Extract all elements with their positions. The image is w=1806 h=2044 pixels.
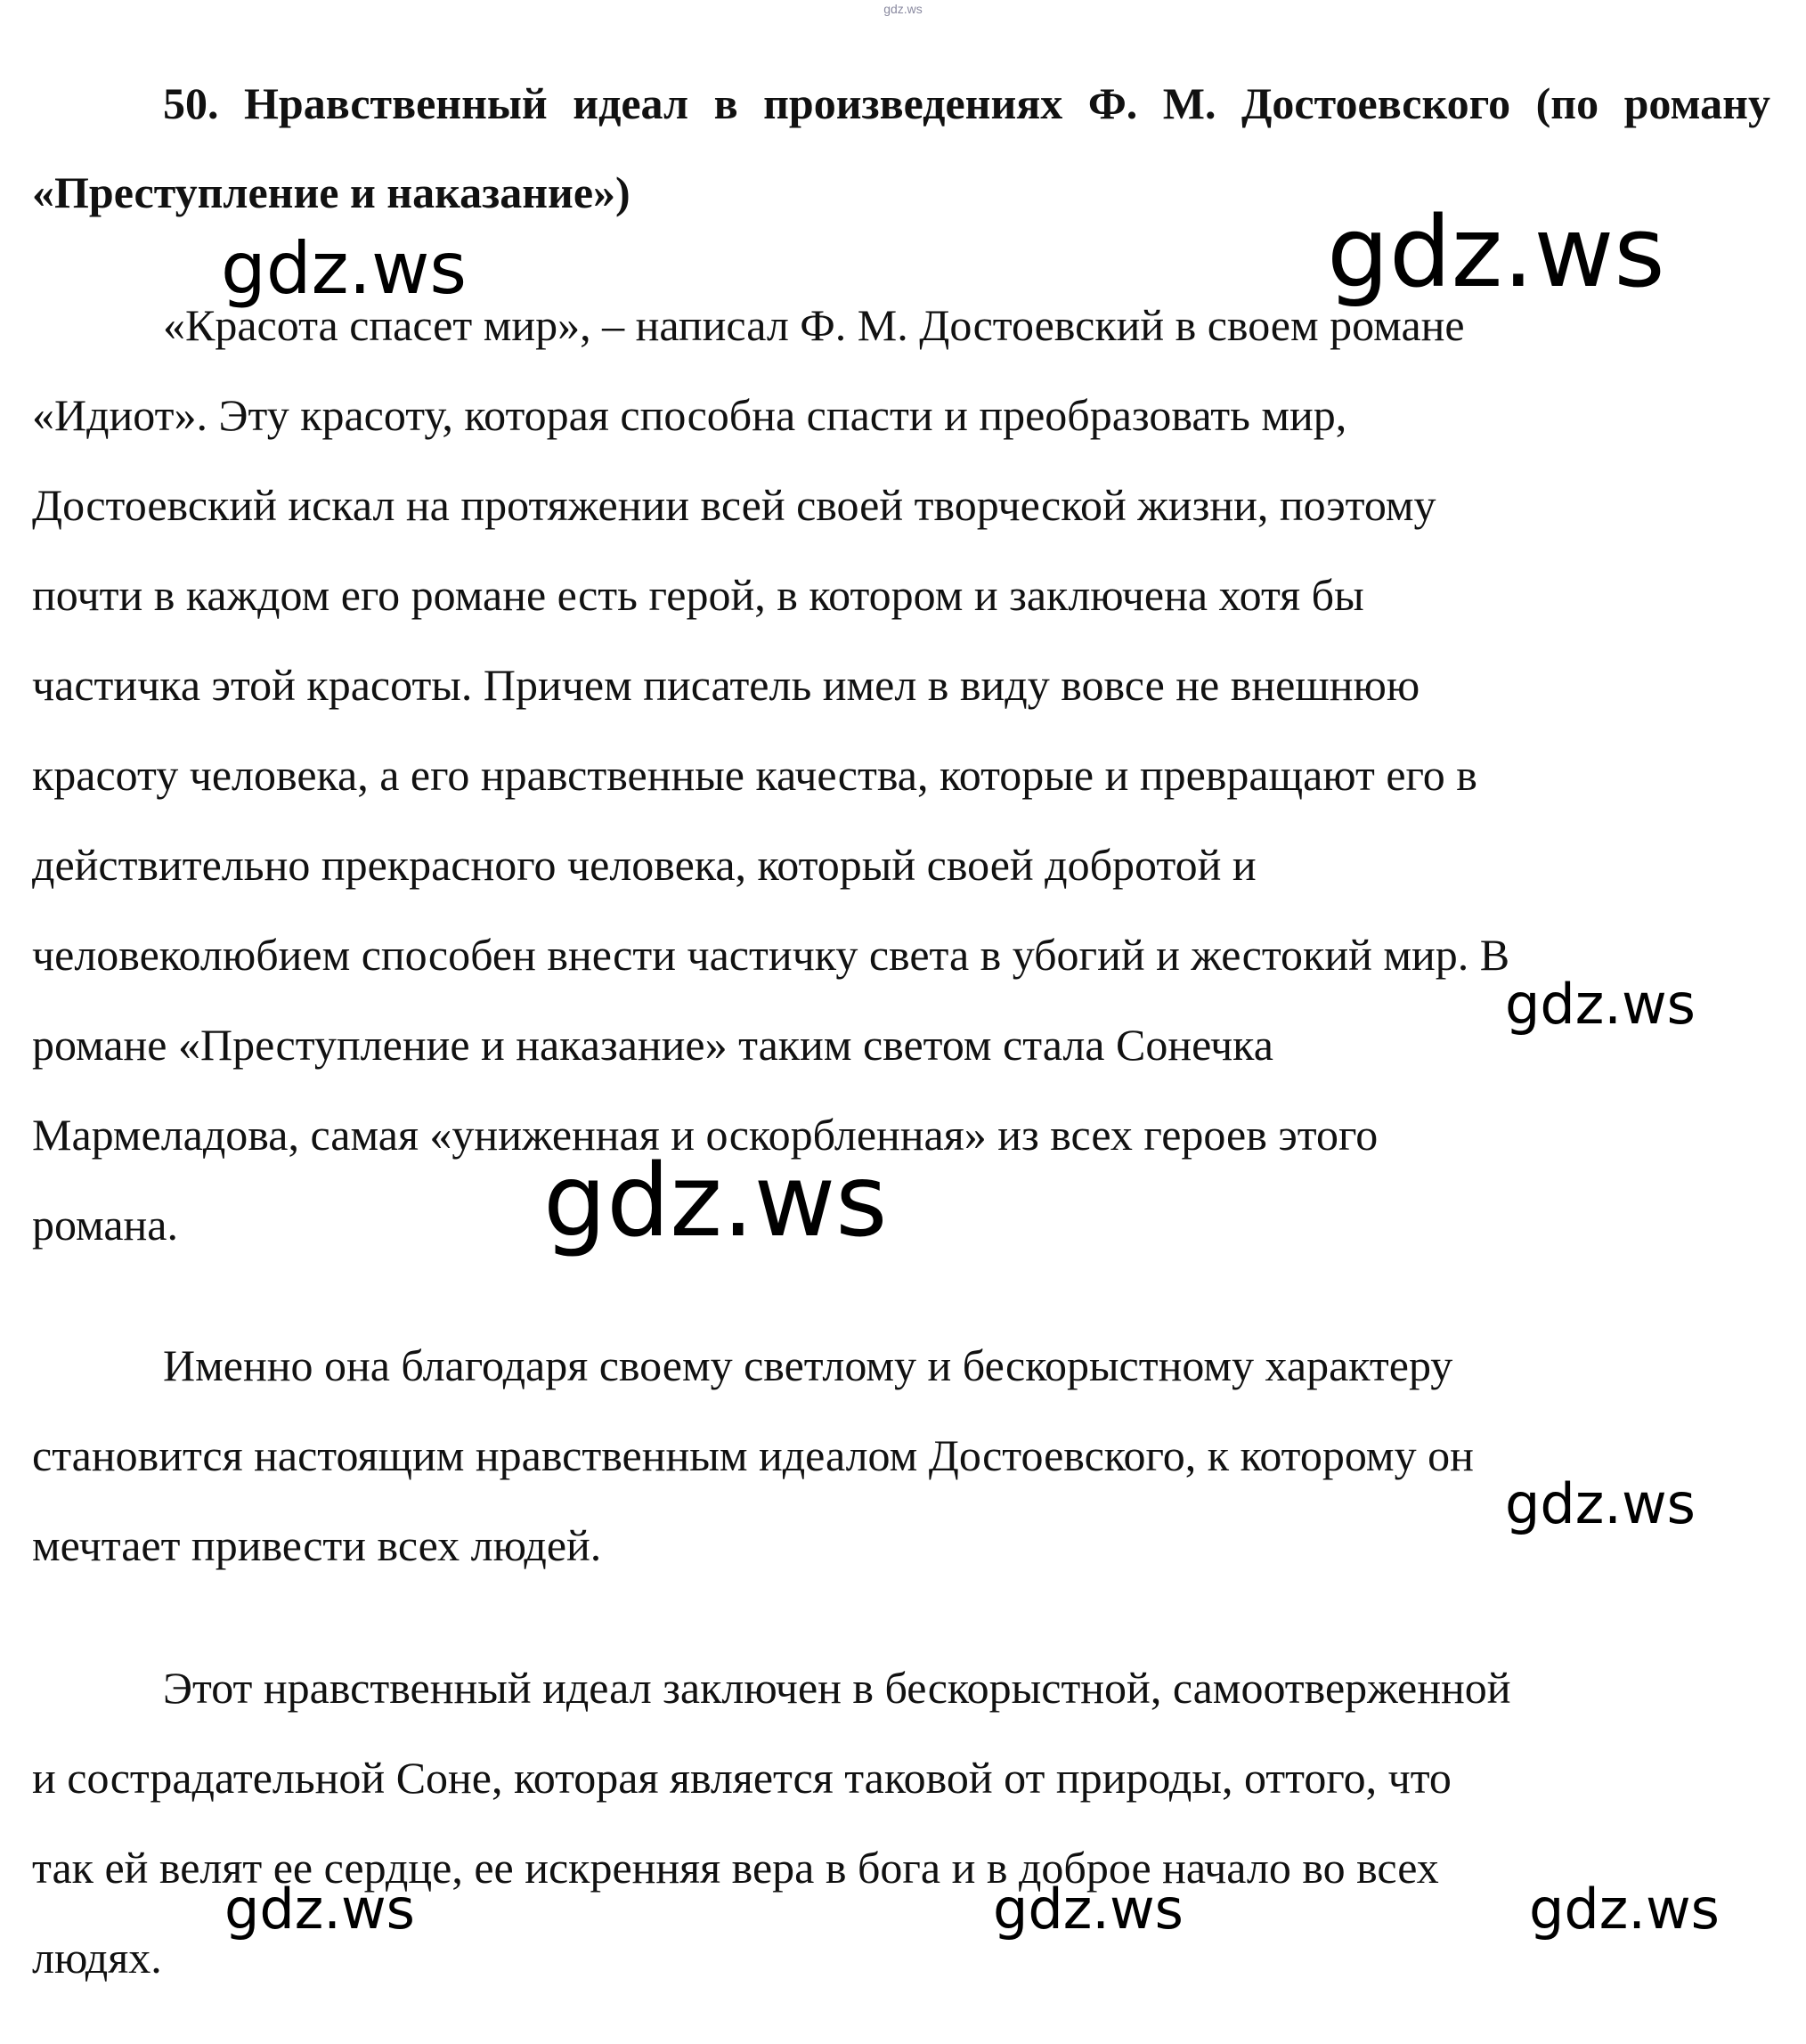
watermark: gdz.ws	[1505, 1471, 1696, 1536]
text-line: Этот нравственный идеал заключен в бескорыстной, самоотверженной	[163, 1663, 1511, 1713]
watermark: gdz.ws	[1505, 972, 1696, 1037]
watermark: gdz.ws	[1529, 1877, 1720, 1942]
text-line: и сострадательной Соне, которая является таковой от природы, оттого, что	[32, 1753, 1452, 1803]
watermark: gdz.ws	[221, 227, 468, 310]
text-line: человеколюбием способен внести частичку света в убогий и жестокий мир. В	[32, 930, 1510, 980]
text-line: мечтает привести всех людей.	[32, 1520, 602, 1570]
paragraph-3	[32, 1643, 1770, 2003]
essay-title: 50. Нравственный идеал в произведениях Ф. М. Достоевского (по роману «Преступление и наказание»)	[32, 78, 1770, 217]
watermark: gdz.ws	[1327, 195, 1665, 309]
text-line: частичка этой красоты. Причем писатель имел в виду вовсе не внешнюю	[32, 660, 1420, 710]
watermark: gdz.ws	[993, 1877, 1184, 1942]
text-line: людях.	[32, 1933, 162, 1983]
text-line: действительно прекрасного человека, который своей добротой и	[32, 840, 1257, 890]
text-line: Мармеладова, самая «униженная и оскорбленная» из всех героев этого	[32, 1110, 1379, 1160]
paragraph-2	[32, 1321, 1770, 1591]
watermark: gdz.ws	[224, 1877, 415, 1942]
text-line: «Идиот». Эту красоту, которая способна спасти и преобразовать мир,	[32, 390, 1347, 440]
watermark: gdz.ws	[543, 1144, 888, 1259]
text-line: почти в каждом его романе есть герой, в котором и заключена хотя бы	[32, 570, 1364, 620]
paragraph-1	[32, 281, 1770, 1270]
site-mark: gdz.ws	[883, 2, 923, 16]
text-line: Именно она благодаря своему светлому и бескорыстному характеру	[163, 1340, 1453, 1390]
text-line: Достоевский искал на протяжении всей своей творческой жизни, поэтому	[32, 480, 1436, 530]
text-line: романа.	[32, 1200, 178, 1250]
text-line: красоту человека, а его нравственные качества, которые и превращают его в	[32, 750, 1477, 800]
text-line: так ей велят ее сердце, ее искренняя вера в бога и в доброе начало во всех	[32, 1843, 1439, 1893]
text-line: «Красота спасет мир», – написал Ф. М. Достоевский в своем романе	[163, 300, 1465, 350]
text-line: становится настоящим нравственным идеалом Достоевского, к которому он	[32, 1430, 1474, 1480]
text-line: романе «Преступление и наказание» таким светом стала Сонечка	[32, 1020, 1273, 1070]
